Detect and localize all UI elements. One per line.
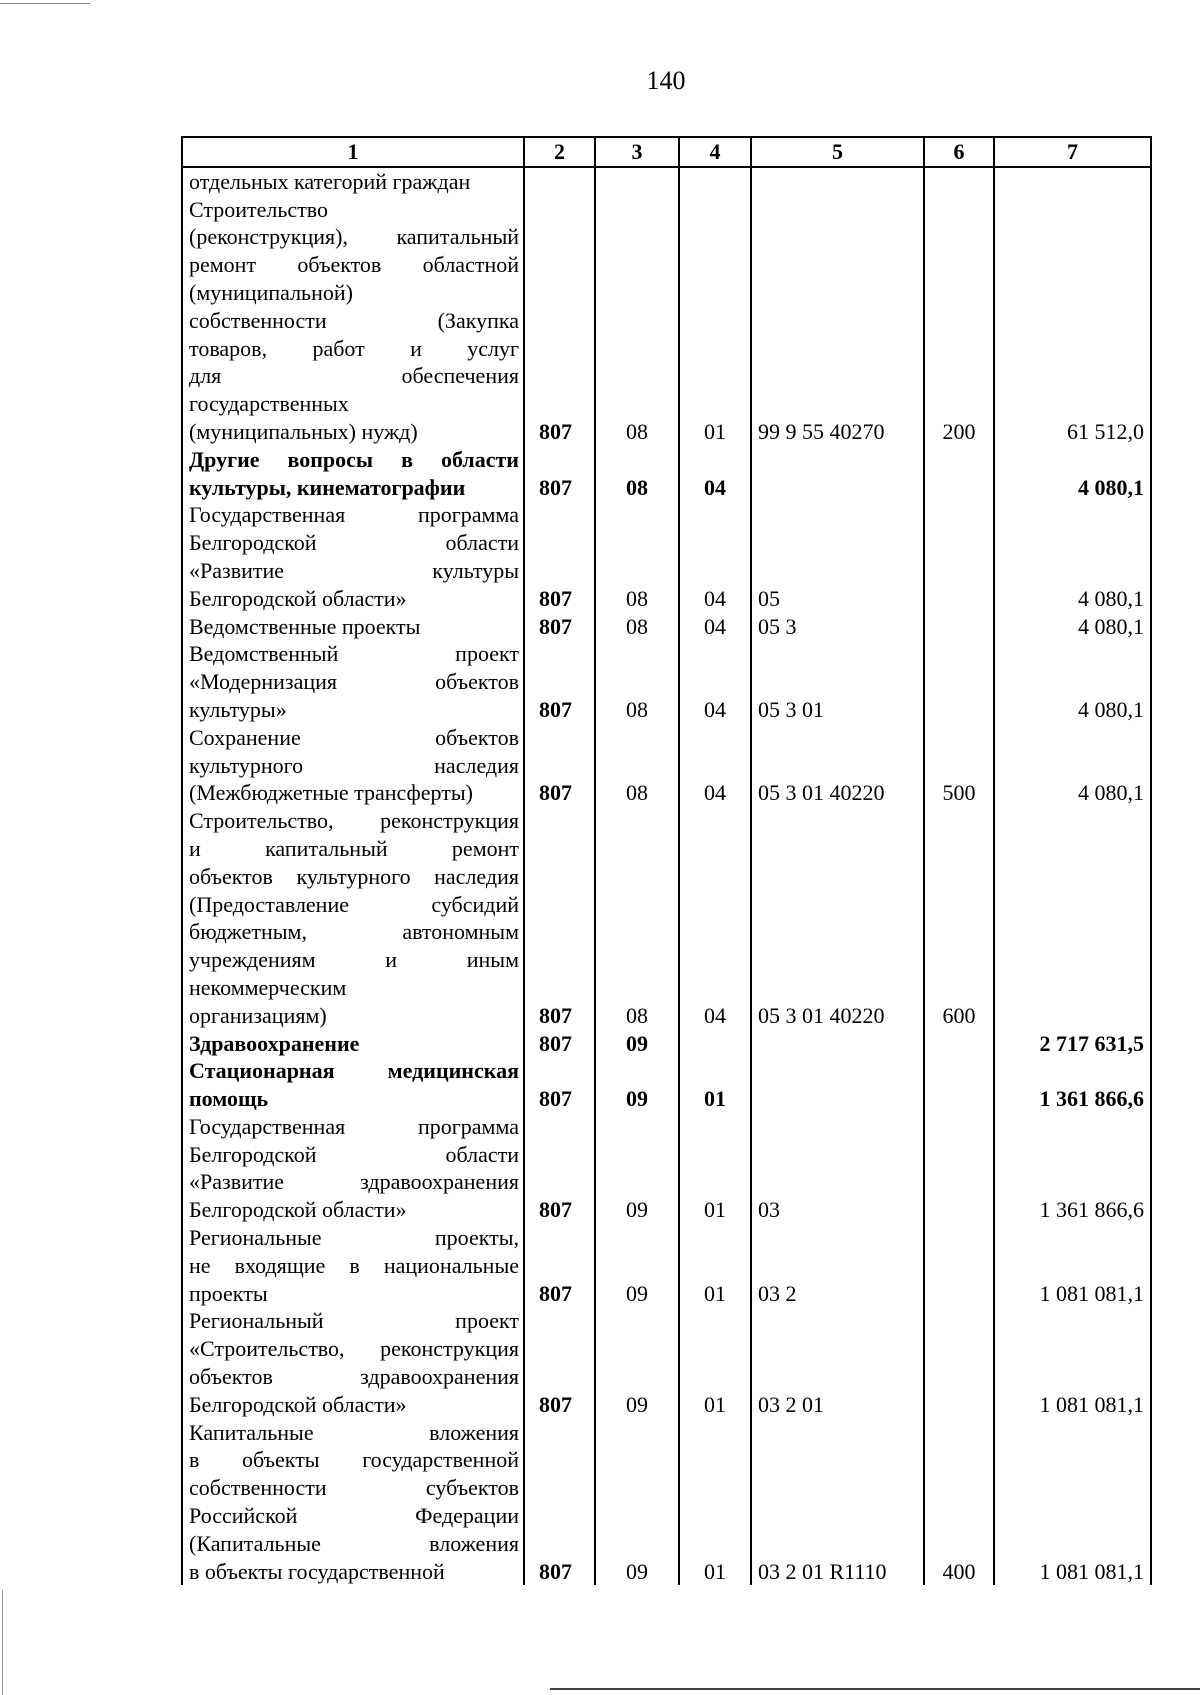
item-name-line: «Развитие здравоохранения: [189, 1169, 519, 1195]
item-name-line: культурного наследия: [189, 752, 519, 778]
item-name-line: Сохранение объектов: [189, 724, 519, 750]
item-name-line: Региональные проекты,: [189, 1225, 519, 1251]
expense-type-cell: 200: [924, 196, 994, 446]
section-code-cell: 09: [595, 1030, 679, 1058]
target-article-cell: 05 3 01: [751, 640, 924, 723]
expense-type-cell: [924, 446, 994, 502]
ministry-code-cell: 807: [524, 724, 595, 807]
expense-type-cell: [924, 1307, 994, 1418]
target-article-cell: 03: [751, 1113, 924, 1224]
table-row: [182, 640, 1151, 723]
item-name-cell: [182, 640, 524, 723]
item-name-line: культуры, кинематографии: [189, 474, 466, 500]
subsection-code-cell: 01: [679, 1419, 751, 1586]
table-row: [182, 1307, 1151, 1418]
target-article-cell: 05 3: [751, 613, 924, 641]
section-code-cell: 09: [595, 1419, 679, 1586]
table-row: [182, 167, 1151, 196]
item-name-line: (муниципальной): [189, 279, 353, 305]
table-row: [182, 1419, 1151, 1586]
item-name-line: помощь: [189, 1086, 269, 1112]
target-article-cell: 05 3 01 40220: [751, 807, 924, 1029]
item-name-line: некоммерческим: [189, 974, 347, 1000]
subsection-code-cell: 04: [679, 724, 751, 807]
item-name-line: Здравоохранение: [189, 1030, 360, 1056]
table-row: [182, 196, 1151, 446]
ministry-code-cell: 807: [524, 1113, 595, 1224]
amount-cell: 4 080,1: [994, 446, 1151, 502]
item-name-line: Государственная программа: [189, 502, 519, 528]
amount-cell: 2 717 631,5: [994, 1030, 1151, 1058]
item-name-line: отдельных категорий граждан: [189, 168, 471, 194]
item-name-line: Белгородской области»: [189, 585, 407, 611]
header-cell: 4: [679, 137, 751, 167]
amount-cell: 1 081 081,1: [994, 1224, 1151, 1307]
target-article-cell: 05 3 01 40220: [751, 724, 924, 807]
item-name-line: объектов здравоохранения: [189, 1364, 519, 1390]
expense-type-cell: [924, 613, 994, 641]
item-name-line: Стационарная медицинская: [189, 1058, 519, 1084]
target-article-cell: [751, 1057, 924, 1113]
item-name-line: Белгородской области»: [189, 1391, 407, 1417]
subsection-code-cell: 01: [679, 1224, 751, 1307]
ministry-code-cell: 807: [524, 1030, 595, 1058]
section-code-cell: 09: [595, 1307, 679, 1418]
amount-cell: [994, 167, 1151, 196]
subsection-code-cell: 01: [679, 1307, 751, 1418]
item-name-line: Строительство: [189, 196, 329, 222]
item-name-line: бюджетным, автономным: [189, 919, 519, 945]
table-row: [182, 724, 1151, 807]
amount-cell: 4 080,1: [994, 501, 1151, 612]
section-code-cell: 09: [595, 1113, 679, 1224]
item-name-cell: [182, 1030, 524, 1058]
budget-table: [181, 136, 1152, 1585]
subsection-code-cell: [679, 167, 751, 196]
header-cell: 6: [924, 137, 994, 167]
amount-cell: 61 512,0: [994, 196, 1151, 446]
item-name-line: Региональный проект: [189, 1308, 519, 1334]
ministry-code-cell: 807: [524, 1419, 595, 1586]
subsection-code-cell: 04: [679, 807, 751, 1029]
expense-type-cell: [924, 1113, 994, 1224]
expense-type-cell: [924, 1057, 994, 1113]
item-name-line: ремонт объектов областной: [189, 252, 519, 278]
expense-type-cell: [924, 1224, 994, 1307]
item-name-line: Ведомственные проекты: [189, 613, 421, 639]
subsection-code-cell: 04: [679, 640, 751, 723]
expense-type-cell: [924, 640, 994, 723]
ministry-code-cell: 807: [524, 640, 595, 723]
item-name-cell: [182, 167, 524, 196]
item-name-line: (Предоставление субсидий: [189, 891, 519, 917]
subsection-code-cell: 04: [679, 613, 751, 641]
item-name-line: не входящие в национальные: [189, 1252, 519, 1278]
ministry-code-cell: 807: [524, 501, 595, 612]
ministry-code-cell: 807: [524, 1224, 595, 1307]
item-name-line: культуры»: [189, 696, 287, 722]
table-row: [182, 446, 1151, 502]
table-row: [182, 501, 1151, 612]
item-name-line: Российской Федерации: [189, 1503, 519, 1529]
subsection-code-cell: 01: [679, 196, 751, 446]
item-name-line: Белгородской области»: [189, 1197, 407, 1223]
header-cell: 7: [994, 137, 1151, 167]
item-name-line: в объекты государственной: [189, 1447, 519, 1473]
section-code-cell: [595, 167, 679, 196]
item-name-line: в объекты государственной: [189, 1558, 445, 1584]
target-article-cell: 03 2 01 R1110: [751, 1419, 924, 1586]
section-code-cell: 08: [595, 724, 679, 807]
item-name-line: собственности субъектов: [189, 1475, 519, 1501]
item-name-cell: [182, 196, 524, 446]
amount-cell: 4 080,1: [994, 724, 1151, 807]
item-name-line: Строительство, реконструкция: [189, 808, 519, 834]
target-article-cell: [751, 1030, 924, 1058]
item-name-line: «Модернизация объектов: [189, 669, 519, 695]
subsection-code-cell: 04: [679, 501, 751, 612]
ministry-code-cell: [524, 167, 595, 196]
item-name-cell: [182, 1419, 524, 1586]
section-code-cell: 08: [595, 640, 679, 723]
item-name-cell: [182, 724, 524, 807]
item-name-line: (реконструкция), капитальный: [189, 224, 519, 250]
target-article-cell: [751, 446, 924, 502]
expense-type-cell: [924, 1030, 994, 1058]
target-article-cell: [751, 167, 924, 196]
subsection-code-cell: [679, 1030, 751, 1058]
item-name-cell: [182, 1113, 524, 1224]
ministry-code-cell: 807: [524, 1057, 595, 1113]
ministry-code-cell: 807: [524, 807, 595, 1029]
table-body: [182, 167, 1151, 1586]
item-name-line: (Капитальные вложения: [189, 1530, 519, 1556]
scan-artifact-line: [550, 1688, 1200, 1690]
item-name-line: «Строительство, реконструкция: [189, 1336, 519, 1362]
amount-cell: 1 361 866,6: [994, 1113, 1151, 1224]
item-name-line: «Развитие культуры: [189, 557, 519, 583]
header-cell: 3: [595, 137, 679, 167]
ministry-code-cell: 807: [524, 1307, 595, 1418]
table-row: [182, 1030, 1151, 1058]
item-name-cell: [182, 807, 524, 1029]
scan-artifact-line: [0, 3, 90, 4]
item-name-cell: [182, 501, 524, 612]
table-row: [182, 1224, 1151, 1307]
item-name-line: Ведомственный проект: [189, 641, 519, 667]
item-name-line: объектов культурного наследия: [189, 863, 519, 889]
item-name-line: Другие вопросы в области: [189, 446, 519, 472]
amount-cell: 1 081 081,1: [994, 1307, 1151, 1418]
amount-cell: 4 080,1: [994, 613, 1151, 641]
item-name-line: собственности (Закупка: [189, 307, 519, 333]
amount-cell: 4 080,1: [994, 640, 1151, 723]
amount-cell: 1 081 081,1: [994, 1419, 1151, 1586]
item-name-line: проекты: [189, 1280, 268, 1306]
item-name-line: Государственная программа: [189, 1113, 519, 1139]
header-cell: 5: [751, 137, 924, 167]
item-name-cell: [182, 446, 524, 502]
subsection-code-cell: 01: [679, 1057, 751, 1113]
item-name-line: Белгородской области: [189, 1141, 519, 1167]
item-name-line: товаров, работ и услуг: [189, 335, 519, 361]
scan-artifact-edge: [2, 1590, 3, 1695]
table-row: [182, 1113, 1151, 1224]
ministry-code-cell: 807: [524, 196, 595, 446]
expense-type-cell: 400: [924, 1419, 994, 1586]
item-name-cell: [182, 1307, 524, 1418]
expense-type-cell: [924, 167, 994, 196]
target-article-cell: 03 2: [751, 1224, 924, 1307]
item-name-cell: [182, 1057, 524, 1113]
section-code-cell: 08: [595, 501, 679, 612]
header-row: [182, 137, 1151, 167]
expense-type-cell: [924, 501, 994, 612]
item-name-line: (муниципальных) нужд): [189, 418, 418, 444]
section-code-cell: 08: [595, 196, 679, 446]
item-name-line: и капитальный ремонт: [189, 835, 519, 861]
amount-cell: 1 361 866,6: [994, 1057, 1151, 1113]
section-code-cell: 09: [595, 1224, 679, 1307]
target-article-cell: 05: [751, 501, 924, 612]
header-cell: 2: [524, 137, 595, 167]
item-name-line: учреждениям и иным: [189, 947, 519, 973]
ministry-code-cell: 807: [524, 613, 595, 641]
expense-type-cell: 600: [924, 807, 994, 1029]
amount-cell: [994, 807, 1151, 1029]
subsection-code-cell: 01: [679, 1113, 751, 1224]
header-cell: 1: [182, 137, 524, 167]
item-name-cell: [182, 1224, 524, 1307]
item-name-cell: [182, 613, 524, 641]
subsection-code-cell: 04: [679, 446, 751, 502]
item-name-line: для обеспечения: [189, 363, 519, 389]
table-row: [182, 613, 1151, 641]
section-code-cell: 09: [595, 1057, 679, 1113]
table-row: [182, 807, 1151, 1029]
section-code-cell: 08: [595, 807, 679, 1029]
expense-type-cell: 500: [924, 724, 994, 807]
item-name-line: Капитальные вложения: [189, 1419, 519, 1445]
ministry-code-cell: 807: [524, 446, 595, 502]
item-name-line: (Межбюджетные трансферты): [189, 780, 473, 806]
section-code-cell: 08: [595, 446, 679, 502]
page-number: 140: [646, 66, 686, 95]
table-row: [182, 1057, 1151, 1113]
item-name-line: организациям): [189, 1002, 327, 1028]
item-name-line: государственных: [189, 391, 349, 417]
target-article-cell: 99 9 55 40270: [751, 196, 924, 446]
section-code-cell: 08: [595, 613, 679, 641]
item-name-line: Белгородской области: [189, 530, 519, 556]
target-article-cell: 03 2 01: [751, 1307, 924, 1418]
